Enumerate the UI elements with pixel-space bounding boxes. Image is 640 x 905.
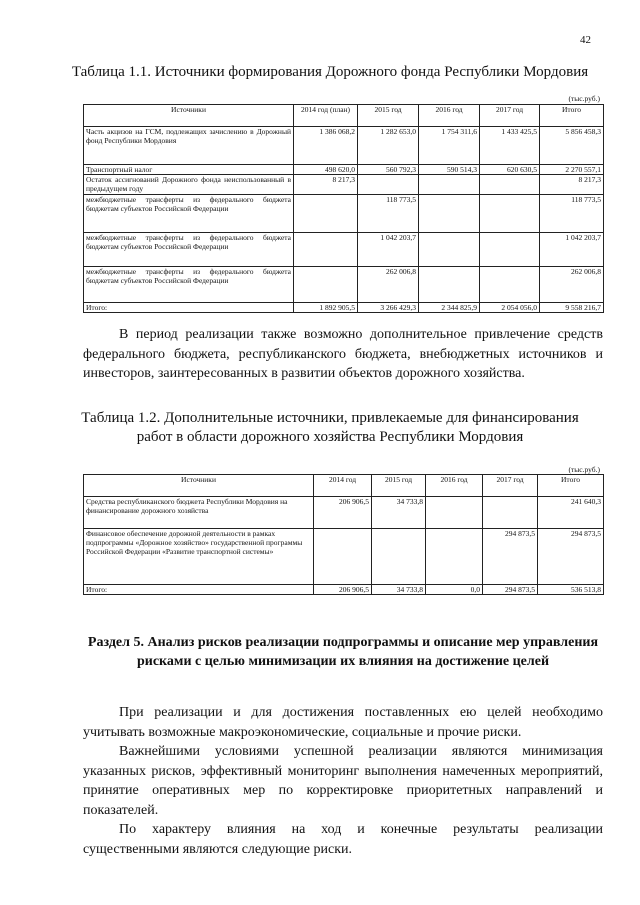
table2-caption-line2: работ в области дорожного хозяйства Республики Мордовия <box>136 429 524 445</box>
table-cell: 34 733,8 <box>372 585 426 595</box>
table-cell: 206 906,5 <box>314 497 372 529</box>
table-cell: 498 620,0 <box>294 165 358 175</box>
table2-header-cell: Итого <box>538 475 604 497</box>
table-cell <box>419 195 480 233</box>
table-row <box>84 195 604 233</box>
table-cell: Средства республиканского бюджета Республики Мордовия на финансирование дорожного хозяйства <box>84 497 314 529</box>
paragraph-funding: В период реализации также возможно дополнительное привлечение средств федерального бюджета, республиканского бюджета, внебюджетных источников и инвесторов, заинтересованных в развитии объектов дорожного хозяйства. <box>83 327 603 381</box>
table-cell <box>480 233 540 267</box>
table-cell: 294 873,5 <box>483 585 538 595</box>
table-cell <box>480 175 540 195</box>
paragraph-risk-conditions: Важнейшими условиями успешной реализации являются минимизация указанных рисков, эффективный мониторинг выполнения намеченных мероприятий, принятие оперативных мер по корректировке приоритетных направлений и показателей. <box>83 744 603 818</box>
table2-header-cell: 2015 год <box>372 475 426 497</box>
table-cell <box>480 267 540 303</box>
table-cell: 1 042 203,7 <box>358 233 419 267</box>
table-total-row <box>84 585 604 595</box>
table-cell: 1 386 068,2 <box>294 127 358 165</box>
table-cell: 34 733,8 <box>372 497 426 529</box>
table-row <box>84 267 604 303</box>
table-cell: межбюджетные трансферты из федерального бюджета бюджетам субъектов Российской Федерации <box>84 267 294 303</box>
table-cell <box>419 233 480 267</box>
table-cell: 8 217,3 <box>294 175 358 195</box>
table-row <box>84 175 604 195</box>
table-row <box>84 233 604 267</box>
paragraph-risk-types: По характеру влияния на ход и конечные результаты реализации существенными являются следующие риски. <box>83 822 603 857</box>
table2-header-cell: Источники <box>84 475 314 497</box>
table-cell: 0,0 <box>426 585 483 595</box>
table-cell: 206 906,5 <box>314 585 372 595</box>
table-cell <box>294 195 358 233</box>
table1-header-row <box>84 105 604 127</box>
table-cell: 1 433 425,5 <box>480 127 540 165</box>
table-cell: 262 006,8 <box>540 267 604 303</box>
paragraph-risks-intro: При реализации и для достижения поставленных ею целей необходимо учитывать возможные макроэкономические, социальные и прочие риски. <box>83 705 603 740</box>
table2 <box>83 474 604 595</box>
table-total-row <box>84 303 604 313</box>
table-cell: Остаток ассигнований Дорожного фонда неиспользованный в предыдущем году <box>84 175 294 195</box>
table1-header-cell: 2015 год <box>358 105 419 127</box>
table-cell: Часть акцизов на ГСМ, подлежащих зачислению в Дорожный фонд Республики Мордовия <box>84 127 294 165</box>
table-cell: 620 630,5 <box>480 165 540 175</box>
table1-header-cell: 2016 год <box>419 105 480 127</box>
table2-header-cell: 2014 год <box>314 475 372 497</box>
table-cell <box>426 529 483 585</box>
table-cell: 2 344 825,9 <box>419 303 480 313</box>
table-cell <box>358 175 419 195</box>
page-number: 42 <box>580 34 591 46</box>
table-cell: 294 873,5 <box>483 529 538 585</box>
table-cell: 262 006,8 <box>358 267 419 303</box>
table-row <box>84 127 604 165</box>
table1-header-cell: 2017 год <box>480 105 540 127</box>
table-cell: Итого: <box>84 585 314 595</box>
table-cell <box>419 267 480 303</box>
table2-header-row <box>84 475 604 497</box>
table-cell: 241 640,3 <box>538 497 604 529</box>
table-cell <box>314 529 372 585</box>
table-cell: 294 873,5 <box>538 529 604 585</box>
table-cell: межбюджетные трансферты из федерального бюджета бюджетам субъектов Российской Федерации <box>84 233 294 267</box>
table-cell: 1 754 311,6 <box>419 127 480 165</box>
table-cell <box>294 267 358 303</box>
table-cell: Транспортный налог <box>84 165 294 175</box>
table-cell <box>372 529 426 585</box>
table-cell: Финансовое обеспечение дорожной деятельности в рамках подпрограммы «Дорожное хозяйство» государственной программы Российской Федерации «Развитие транспортной системы» <box>84 529 314 585</box>
table-cell: 2 054 056,0 <box>480 303 540 313</box>
table-cell: 1 892 905,5 <box>294 303 358 313</box>
table-cell: 2 270 557,1 <box>540 165 604 175</box>
table-cell: 1 042 203,7 <box>540 233 604 267</box>
table-cell: 590 514,3 <box>419 165 480 175</box>
table-cell: 118 773,5 <box>358 195 419 233</box>
table-cell: 5 856 458,3 <box>540 127 604 165</box>
table-cell <box>426 497 483 529</box>
table-cell <box>294 233 358 267</box>
table-row <box>84 165 604 175</box>
table1-header-cell: Источники <box>84 105 294 127</box>
table2-header-cell: 2017 год <box>483 475 538 497</box>
table1-caption: Таблица 1.1. Источники формирования Дорожного фонда Республики Мордовия <box>71 64 589 80</box>
table-row <box>84 497 604 529</box>
table2-caption-line1: Таблица 1.2. Дополнительные источники, привлекаемые для финансирования <box>81 410 579 426</box>
table-cell: 1 282 653,0 <box>358 127 419 165</box>
table2-header-cell: 2016 год <box>426 475 483 497</box>
section-title: Раздел 5. Анализ рисков реализации подпрограммы и описание мер управления рисками с целью минимизации их влияния на достижение целей <box>87 635 599 669</box>
table-cell: 560 792,3 <box>358 165 419 175</box>
table-cell: 3 266 429,3 <box>358 303 419 313</box>
table1-header-cell: Итого <box>540 105 604 127</box>
table-cell <box>419 175 480 195</box>
table-cell: 8 217,3 <box>540 175 604 195</box>
table1-units: (тыс.руб.) <box>568 94 600 103</box>
table-cell: 536 513,8 <box>538 585 604 595</box>
table-cell: межбюджетные трансферты из федерального бюджета бюджетам субъектов Российской Федерации <box>84 195 294 233</box>
table-cell: 118 773,5 <box>540 195 604 233</box>
table-cell <box>483 497 538 529</box>
table-cell: Итого: <box>84 303 294 313</box>
table1 <box>83 104 604 313</box>
table-row <box>84 529 604 585</box>
table-cell <box>480 195 540 233</box>
table2-units: (тыс.руб.) <box>568 465 600 474</box>
table1-header-cell: 2014 год (план) <box>294 105 358 127</box>
table-cell: 9 558 216,7 <box>540 303 604 313</box>
